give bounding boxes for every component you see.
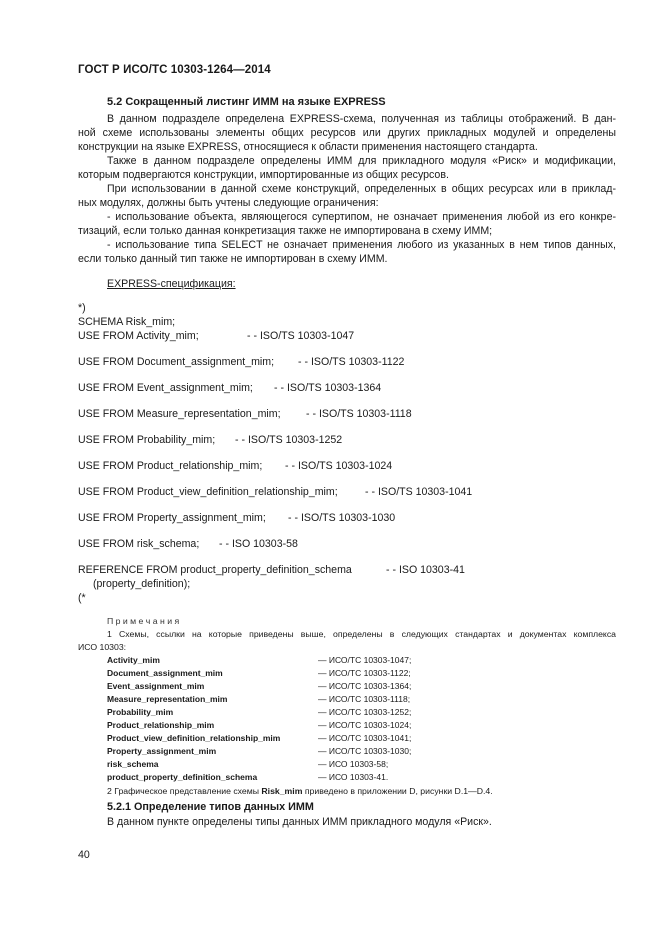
schema-ref: — ИСО/ТС 10303-1364; [318, 681, 412, 691]
subsection-title: 5.2.1 Определение типов данных ИММ [107, 801, 314, 813]
code-schema-line: SCHEMA Risk_mim; [78, 316, 176, 328]
code-open-comment: *) [78, 302, 86, 314]
schema-ref: — ИСО/ТС 10303-1118; [318, 694, 411, 704]
note-table-row [107, 668, 507, 678]
paragraph-line: При использовании в данной схеме конструкций, определенных в общих ресурсах или в приклад- [107, 183, 616, 195]
note-table-row [107, 720, 507, 730]
section-title: 5.2 Сокращенный листинг ИММ на языке EXPRESS [107, 96, 386, 108]
schema-ref: — ИСО/ТС 10303-1041; [318, 733, 412, 743]
schema-ref: — ИСО/ТС 10303-1252; [318, 707, 412, 717]
schema-ref: — ИСО/ТС 10303-1122; [318, 668, 411, 678]
code-close-comment: (* [78, 592, 86, 604]
code-reference-ref: - - ISO 10303-41 [386, 564, 465, 576]
code-use-ref: - - ISO/TS 10303-1122 [298, 356, 405, 368]
express-spec-label: EXPRESS-спецификация: [107, 278, 236, 290]
code-use-stmt: USE FROM Probability_mim; [78, 434, 216, 446]
note-table-row [107, 694, 507, 704]
code-use-ref: - - ISO/TS 10303-1047 [247, 330, 355, 342]
note-table-row [107, 681, 507, 691]
note-table-row [107, 655, 507, 665]
code-use-stmt: USE FROM Measure_representation_mim; [78, 408, 281, 420]
code-use-ref: - - ISO/TS 10303-1364 [274, 382, 382, 394]
schema-name: Product_relationship_mim [107, 720, 215, 730]
paragraph-line: ной схеме использованы элементы общих ресурсов или других прикладных модулей и определены [78, 127, 616, 139]
schema-name: Property_assignment_mim [107, 746, 217, 756]
schema-name: Product_view_definition_relationship_mim [107, 733, 281, 743]
schema-name: product_property_definition_schema [107, 772, 258, 782]
code-use-ref: - - ISO/TS 10303-1118 [306, 408, 412, 420]
notes-title: П р и м е ч а н и я [107, 616, 180, 626]
schema-name: Event_assignment_mim [107, 681, 205, 691]
paragraph-line: В данном подразделе определена EXPRESS-схема, полученная из таблицы отображений. В дан- [107, 113, 616, 125]
paragraph-line: которым подвергаются конструкции, импортированные из общих ресурсов. [78, 169, 449, 181]
code-use-line [78, 408, 638, 422]
schema-name: Document_assignment_mim [107, 668, 223, 678]
schema-ref: — ИСО/ТС 10303-1047; [318, 655, 412, 665]
note-2-text: 2 Графическое представление схемы [107, 786, 262, 796]
code-use-stmt: USE FROM Product_view_definition_relationship_mim; [78, 486, 338, 498]
code-use-line [78, 486, 638, 500]
code-use-line [78, 382, 638, 396]
code-use-stmt: USE FROM Property_assignment_mim; [78, 512, 266, 524]
code-use-ref: - - ISO/TS 10303-1030 [288, 512, 396, 524]
bullet-line: если только данный тип также не импортирован в схему ИММ. [78, 253, 388, 265]
note-table-row [107, 746, 507, 756]
code-use-stmt: USE FROM Event_assignment_mim; [78, 382, 253, 394]
note-2-schema: Risk_mim [261, 786, 303, 796]
note-table-row [107, 759, 507, 769]
code-use-ref: - - ISO/TS 10303-1252 [235, 434, 343, 446]
schema-name: Measure_representation_mim [107, 694, 228, 704]
page-number: 40 [78, 849, 90, 861]
code-use-line [78, 356, 638, 370]
code-use-stmt: USE FROM Product_relationship_mim; [78, 460, 263, 472]
schema-ref: — ИСО 10303-58; [318, 759, 389, 769]
note-table-row [107, 772, 507, 782]
bullet-line: тизаций, если только данная конкретизация также не импортирована в схему ИММ; [78, 225, 493, 237]
paragraph-line: Также в данном подразделе определены ИММ для прикладного модуля «Риск» и модификации, [107, 155, 616, 167]
code-use-stmt: USE FROM risk_schema; [78, 538, 200, 550]
paragraph-line: конструкции на языке EXPRESS, относящиеся к области применения настоящего стандарта. [78, 141, 538, 153]
code-use-ref: - - ISO/TS 10303-1024 [285, 460, 393, 472]
bullet-line: - использование объекта, являющегося супертипом, не означает применения любой из его конкре- [107, 211, 616, 223]
note-table-row [107, 707, 507, 717]
code-use-stmt: USE FROM Document_assignment_mim; [78, 356, 275, 368]
document-header: ГОСТ Р ИСО/ТС 10303-1264—2014 [78, 64, 271, 76]
paragraph-line: ных модулях, должны быть учтены следующие ограничения: [78, 197, 379, 209]
schema-ref: — ИСО 10303-41. [318, 772, 389, 782]
bullet-line: - использование типа SELECT не означает применения любого из указанных в нем типов данных, [107, 239, 616, 251]
code-reference-stmt: REFERENCE FROM product_property_definition_schema [78, 564, 352, 576]
note-1-line: ИСО 10303: [78, 642, 127, 652]
schema-name: risk_schema [107, 759, 159, 769]
note-2 [107, 786, 493, 796]
note-2-text: приведено в приложении D, рисунки D.1—D.4. [302, 786, 493, 796]
code-use-line [78, 434, 638, 448]
code-use-line [78, 330, 638, 344]
code-use-ref: - - ISO/TS 10303-1041 [365, 486, 473, 498]
subsection-text: В данном пункте определены типы данных ИММ прикладного модуля «Риск». [107, 816, 492, 828]
code-use-ref: - - ISO 10303-58 [219, 538, 298, 550]
code-use-line [78, 460, 638, 474]
note-1-line: 1 Схемы, ссылки на которые приведены выше, определены в следующих стандартах и документах комплекса [107, 629, 616, 639]
schema-name: Activity_mim [107, 655, 160, 665]
code-use-stmt: USE FROM Activity_mim; [78, 330, 199, 342]
code-use-line [78, 538, 638, 552]
note-table-row [107, 733, 507, 743]
code-use-line [78, 512, 638, 526]
schema-name: Probability_mim [107, 707, 174, 717]
code-reference-arg: (property_definition); [93, 578, 191, 590]
schema-ref: — ИСО/ТС 10303-1024; [318, 720, 412, 730]
code-reference-line [78, 564, 638, 578]
schema-ref: — ИСО/ТС 10303-1030; [318, 746, 412, 756]
